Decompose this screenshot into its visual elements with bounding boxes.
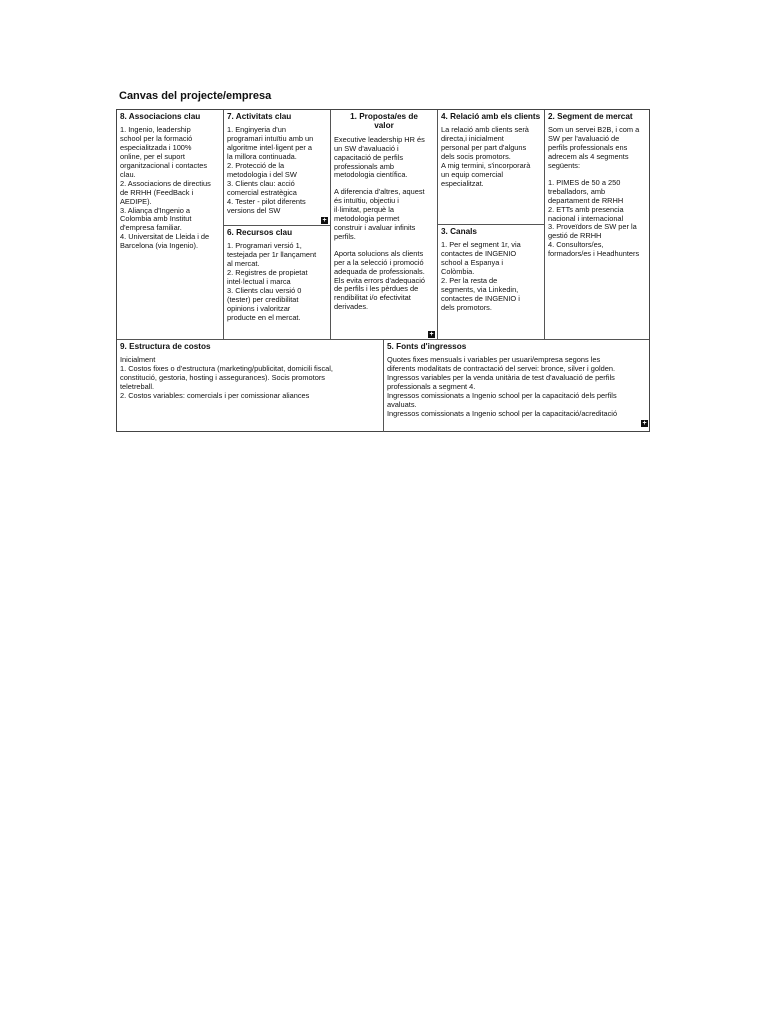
text-line: Executive leadership HR és [334, 134, 425, 144]
key-resources-title: 6. Recursos clau [227, 228, 293, 237]
text-line: formadors/es i Headhunters [548, 249, 640, 259]
business-model-canvas [116, 109, 650, 432]
text-line: Barcelona (via Ingenio). [120, 241, 199, 251]
key-activities-title: 7. Activitats clau [227, 112, 292, 121]
text-line: testejada per 1r llançament [227, 250, 317, 260]
text-line: construir i avaluar infinits [334, 222, 416, 232]
cost-structure-section [117, 340, 383, 432]
revenue-streams-list [387, 356, 647, 418]
text-line: versions del SW [227, 205, 281, 215]
text-line: dels promotors. [441, 302, 492, 312]
text-line: és intuïtiu, objectiu i [334, 196, 399, 206]
text-line: Ingressos comissionats a Ingenio school per la capacitació/acreditació [387, 408, 618, 418]
text-line: constitució, gestoria, hosting i assegurances). Socis promotors [120, 373, 325, 383]
text-line: Colòmbia. [441, 267, 475, 277]
text-line: 1. Programari versió 1, [227, 241, 302, 251]
customer-segments-list [548, 126, 647, 259]
text-line: 2. Costos variables: comercials i per comissionar aliances [120, 391, 310, 401]
text-line: intel·lectual i marca [227, 277, 291, 287]
text-line: school a Espanya i [441, 258, 504, 268]
text-line: AEDIPE). [120, 196, 152, 206]
text-line: 1. Costos fixes o d'estructura (marketing/publicitat, domicili fiscal, [120, 364, 333, 374]
text-line: metodologia científica. [334, 170, 408, 180]
text-line: (tester) per credibilitat [227, 294, 299, 304]
value-proposition-list [334, 136, 434, 312]
text-line: departament de RRHH [548, 195, 624, 205]
text-line: 1. Enginyeria d'un [227, 125, 286, 135]
text-line: il·limitat, perquè la [334, 205, 394, 215]
text-line: professionals a segment 4. [387, 382, 476, 392]
customer-relationships-title: 4. Relació amb els clients [441, 112, 541, 121]
text-line: clau. [120, 169, 136, 179]
key-partners-list [120, 126, 220, 251]
text-line: Inicialment [120, 355, 156, 365]
key-partners-title: 8. Associacions clau [120, 112, 201, 121]
customer-relationships-section [438, 110, 544, 224]
cost-structure-list [120, 356, 380, 401]
text-line: organitzacional i contactes [120, 161, 208, 171]
text-line: contactes de INGENIO i [441, 293, 520, 303]
text-line: Quotes fixes mensuals i variables per usuari/empresa segons les [387, 355, 601, 365]
text-line: La relació amb clients serà [441, 125, 529, 135]
expand-icon[interactable]: + [642, 420, 647, 427]
customer-segments-title: 2. Segment de mercat [548, 112, 633, 121]
text-line: SW per l'avaluació de [548, 134, 620, 144]
text-line: programari intuïtiu amb un [227, 134, 314, 144]
text-line: capacitació de perfils [334, 152, 404, 162]
text-line: un SW d'avaluació i [334, 143, 399, 153]
text-line: 3. Proveïdors de SW per la [548, 222, 637, 232]
page-title: Canvas del projecte/empresa [119, 90, 272, 102]
text-line: per a la selecció i promoció [334, 257, 424, 267]
text-line: Ingressos comissionats a Ingenio school per la capacitació dels perfils [387, 391, 617, 401]
expand-icon[interactable]: + [322, 217, 327, 224]
text-line: perfils. [334, 231, 356, 241]
text-line: A diferencia d'altres, aquest [334, 187, 425, 197]
text-line: 3. Clients clau: acció [227, 178, 295, 188]
text-line: adequada de professionals. [334, 266, 425, 276]
text-line: 4. Universitat de Lleida i de [120, 232, 210, 242]
key-activities-list [227, 126, 327, 215]
text-line: rendibilitat i/o efectivitat [334, 293, 411, 303]
text-line: la millora continuada. [227, 152, 297, 162]
text-line: personal per part d'alguns [441, 143, 527, 153]
text-line: Els evita errors d'adequació [334, 275, 425, 285]
text-line: perfils professionals ens [548, 143, 628, 153]
text-line: Som un servei B2B, i com a [548, 125, 640, 135]
cost-structure-title: 9. Estructura de costos [120, 342, 211, 351]
text-line: contactes de INGENIO [441, 249, 517, 259]
text-line: Ingressos variables per la venda unitària de test d'avaluació de perfils [387, 373, 615, 383]
text-line: 3. Aliança d'Ingenio a [120, 205, 191, 215]
key-activities-section [224, 110, 330, 225]
revenue-streams-section [384, 340, 650, 432]
text-line: d'empresa familiar. [120, 223, 182, 233]
customer-relationships-list [441, 126, 541, 188]
text-line: avaluats. [387, 399, 417, 409]
text-line: 1. Ingenio, leadership [120, 125, 191, 135]
text-line: especialitzada i 100% [120, 143, 192, 153]
text-line: de perfils i les pèrdues de [334, 284, 419, 294]
text-line: comercial estratègica [227, 187, 297, 197]
text-line: adrecem als 4 segments [548, 152, 629, 162]
text-line: derivades. [334, 302, 369, 312]
text-line: 2. Registres de propietat [227, 268, 308, 278]
text-line: algoritme intel·ligent per a [227, 143, 313, 153]
text-line: online, per el suport [120, 152, 185, 162]
revenue-streams-title: 5. Fonts d'ingressos [387, 342, 467, 351]
channels-list [441, 241, 541, 312]
text-line: 1. Per el segment 1r, via [441, 240, 521, 250]
text-line: 1. PIMES de 50 a 250 [548, 177, 621, 187]
value-proposition-title: 1. Proposta/es de valor [350, 112, 418, 131]
text-line: 2. Associacions de directius [120, 178, 211, 188]
text-line: gestió de RRHH [548, 231, 602, 241]
text-line: 3. Clients clau versió 0 [227, 285, 302, 295]
text-line: al mercat. [227, 259, 260, 269]
text-line: metodologia i del SW [227, 169, 297, 179]
expand-icon[interactable]: + [429, 331, 434, 338]
text-line: metodologia permet [334, 214, 400, 224]
text-line: de RRHH (FeedBack i [120, 187, 194, 197]
customer-segments-section [545, 110, 650, 339]
text-line: 4. Consultors/es, [548, 240, 604, 250]
text-line: Colombia amb Institut [120, 214, 192, 224]
text-line: especialitzat. [441, 178, 484, 188]
text-line: 4. Tester - pilot diferents [227, 196, 306, 206]
key-resources-section [224, 226, 330, 339]
text-line: dels socis promotors. [441, 152, 511, 162]
key-resources-list [227, 242, 327, 322]
text-line: nacional i internacional [548, 213, 624, 223]
text-line: 2. Protecció de la [227, 161, 285, 171]
text-line: directa,i inicialment [441, 134, 504, 144]
text-line: 2. ETTs amb presencia [548, 204, 624, 214]
text-line: opinions i valoritzar [227, 303, 291, 313]
text-line: segments, via Linkedin, [441, 284, 519, 294]
value-proposition-section [331, 110, 437, 339]
text-line: teletreball. [120, 382, 155, 392]
text-line: Aporta solucions als clients [334, 248, 424, 258]
text-line: un equip comercial [441, 169, 504, 179]
text-line: A mig termini, s'incorporarà [441, 161, 531, 171]
text-line: school per la formació [120, 134, 193, 144]
channels-title: 3. Canals [441, 227, 477, 236]
text-line: professionals amb [334, 161, 394, 171]
key-partners-section [117, 110, 223, 339]
channels-section [438, 225, 544, 339]
text-line: producte en el mercat. [227, 312, 301, 322]
text-line: següents: [548, 161, 581, 171]
text-line: 2. Per la resta de [441, 276, 498, 286]
text-line: treballadors, amb [548, 186, 606, 196]
text-line: diferents modalitats de contractació del servei: bronce, silver i golden. [387, 364, 615, 374]
